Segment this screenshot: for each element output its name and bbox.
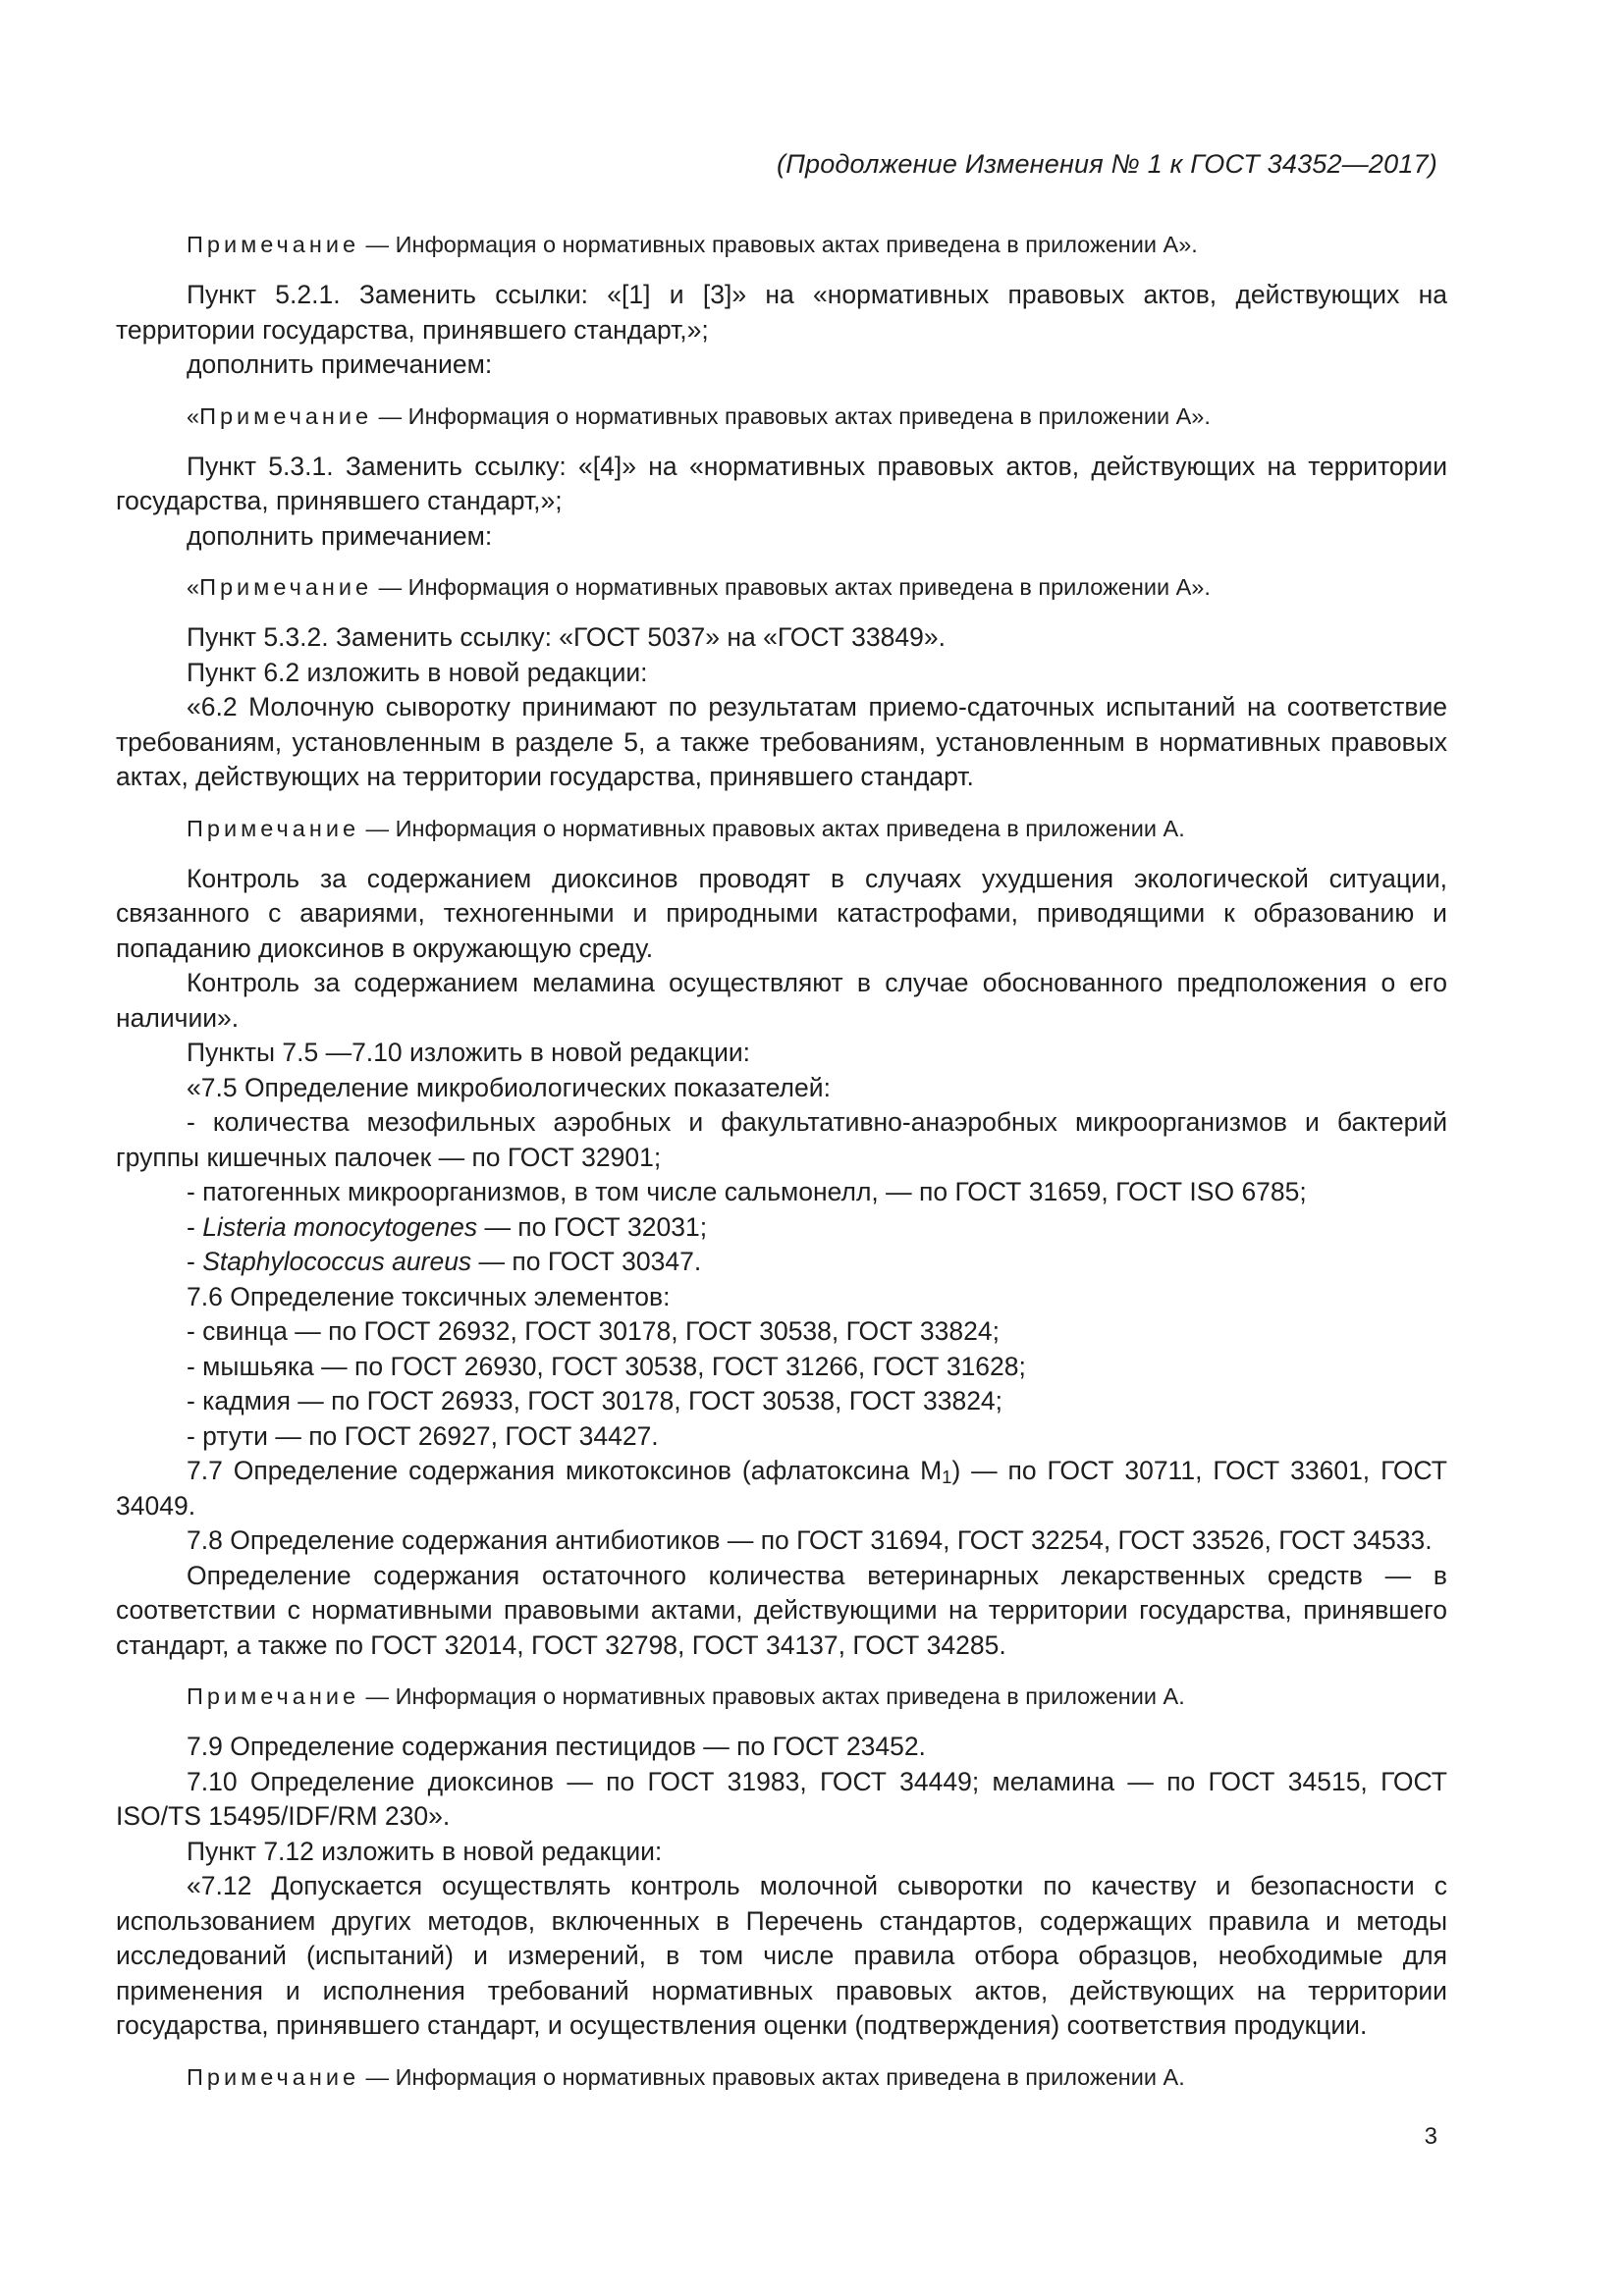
note-text: Информация о нормативных правовых актах приведена в приложении А». <box>407 574 1211 600</box>
paragraph-supplement-note-1: дополнить примечанием: <box>187 349 493 379</box>
note-2: «Примечание — Информация о нормативных правовых актах приведена в приложении А». <box>187 402 1211 429</box>
note-3: «Примечание — Информация о нормативных правовых актах приведена в приложении А». <box>187 574 1211 600</box>
note-text: Информация о нормативных правовых актах приведена в приложении А». <box>407 402 1211 429</box>
paragraph-7-12-intro: Пункт 7.12 изложить в новой редакции: <box>187 1836 663 1866</box>
paragraph-7-5-intro: Пункты 7.5 —7.10 изложить в новой редакции: <box>187 1038 751 1067</box>
list-item-lead: - свинца — по ГОСТ 26932, ГОСТ 30178, ГОСТ 30538, ГОСТ 33824; <box>187 1316 1000 1346</box>
list-item-cadmium: - кадмия — по ГОСТ 26933, ГОСТ 30178, ГОСТ 30538, ГОСТ 33824; <box>187 1386 1003 1415</box>
paragraph-6-2: «6.2 Молочную сыворотку принимают по результатам приемо-сдаточных испытаний на соответствие требованиям, установленным в разделе 5, а также требованиям, установленным в нормативных правовых актах, действующих на территории государства, принявшего стандарт. <box>116 692 1447 791</box>
paragraph-7-8: 7.8 Определение содержания антибиотиков — по ГОСТ 31694, ГОСТ 32254, ГОСТ 33526, ГОСТ 34533. <box>187 1525 1433 1555</box>
note-1: Примечание — Информация о нормативных правовых актах приведена в приложении А». <box>187 232 1198 257</box>
paragraph-dioxins-control: Контроль за содержанием диоксинов проводят в случаях ухудшения экологической ситуации, связанного с авариями, техногенными и природными катастрофами, приводящими к образованию и попаданию диоксинов в окружающую среду. <box>116 863 1447 963</box>
page-number: 3 <box>1424 2123 1437 2150</box>
paragraph-5-3-2: Пункт 5.3.2. Заменить ссылку: «ГОСТ 5037» на «ГОСТ 33849». <box>187 622 946 652</box>
paragraph-5-2-1: Пункт 5.2.1. Заменить ссылки: «[1] и [3]» на «нормативных правовых актов, действующих на территории государства, принявшего стандарт,»; <box>116 280 1447 345</box>
note-text: Информация о нормативных правовых актах приведена в приложении А». <box>395 232 1198 257</box>
paragraph-7-7: 7.7 Определение содержания микотоксинов (афлатоксина $М_1$) — по ГОСТ 30711, ГОСТ 33601, ГОСТ 34049. <box>116 1456 1447 1521</box>
list-item-mercury: - ртути — по ГОСТ 26927, ГОСТ 34427. <box>187 1420 659 1451</box>
paragraph-supplement-note-2: дополнить примечанием: <box>187 520 493 551</box>
paragraph-5-3-1: Пункт 5.3.1. Заменить ссылку: «[4]» на «нормативных правовых актов, действующих на территории государства, принявшего стандарт,»; <box>116 451 1447 515</box>
subscript: 1 <box>942 1467 952 1487</box>
note-label: Примечание <box>199 574 373 600</box>
note-label: Примечание <box>187 232 360 257</box>
note-text: Информация о нормативных правовых актах приведена в приложении А. <box>395 2063 1185 2090</box>
organism-name: Staphylococcus aureus <box>202 1247 472 1276</box>
paragraph-7-10: 7.10 Определение диоксинов — по ГОСТ 31983, ГОСТ 34449; меламина — по ГОСТ 34515, ГОСТ ISO/TS 15495/IDF/RM 230». <box>116 1766 1447 1831</box>
paragraph-7-12: «7.12 Допускается осуществлять контроль молочной сыворотки по качеству и безопасности с использованием других методов, включенных в Перечень стандартов, содержащих правила и методы исследований (испытаний) и измерений, в том числе правила отбора образцов, необходимые для применения и исполнения требований нормативных правовых актов, действующих на территории государства, принявшего стандарт, и осуществления оценки (подтверждения) соответствия продукции. <box>116 1871 1447 2040</box>
paragraph-vet-drugs: Определение содержания остаточного количества ветеринарных лекарственных средств — в соответствии с нормативными правовыми актами, действующими на территории государства, принявшего стандарт, а также по ГОСТ 32014, ГОСТ 32798, ГОСТ 34137, ГОСТ 34285. <box>116 1560 1447 1660</box>
note-6: Примечание — Информация о нормативных правовых актах приведена в приложении А. <box>187 2063 1185 2090</box>
paragraph-7-9: 7.9 Определение содержания пестицидов — по ГОСТ 23452. <box>187 1732 926 1761</box>
note-label: Примечание <box>187 2063 360 2090</box>
paragraph-6-2-intro: Пункт 6.2 изложить в новой редакции: <box>187 657 648 687</box>
paragraph-melamine-control: Контроль за содержанием меламина осуществляют в случае обоснованного предположения о его наличии». <box>116 968 1447 1033</box>
list-item-staphylococcus: - Staphylococcus aureus — по ГОСТ 30347. <box>187 1247 702 1276</box>
note-4: Примечание — Информация о нормативных правовых актах приведена в приложении А. <box>187 815 1185 841</box>
list-item-listeria: - Listeria monocytogenes — по ГОСТ 32031; <box>187 1211 708 1242</box>
paragraph-7-5: «7.5 Определение микробиологических показателей: <box>187 1072 831 1102</box>
document-body <box>116 211 1447 2110</box>
list-item-pathogenic: - патогенных микроорганизмов, в том числе сальмонелл, — по ГОСТ 31659, ГОСТ ISO 6785; <box>187 1177 1307 1206</box>
list-item-arsenic: - мышьяка — по ГОСТ 26930, ГОСТ 30538, ГОСТ 31266, ГОСТ 31628; <box>187 1351 1026 1381</box>
list-item-mesophilic: - количества мезофильных аэробных и факультативно-анаэробных микроорганизмов и бактерий группы кишечных палочек — по ГОСТ 32901; <box>116 1107 1447 1172</box>
note-label: Примечание <box>187 1683 360 1709</box>
note-text: Информация о нормативных правовых актах приведена в приложении А. <box>395 815 1185 841</box>
note-label: Примечание <box>187 815 360 841</box>
running-header: (Продолжение Изменения № 1 к ГОСТ 34352—2017) <box>777 149 1437 179</box>
note-label: Примечание <box>199 402 373 429</box>
note-text: Информация о нормативных правовых актах приведена в приложении А. <box>395 1683 1185 1709</box>
note-5: Примечание — Информация о нормативных правовых актах приведена в приложении А. <box>187 1683 1185 1709</box>
paragraph-7-6: 7.6 Определение токсичных элементов: <box>187 1281 671 1311</box>
organism-name: Listeria monocytogenes <box>202 1211 478 1242</box>
